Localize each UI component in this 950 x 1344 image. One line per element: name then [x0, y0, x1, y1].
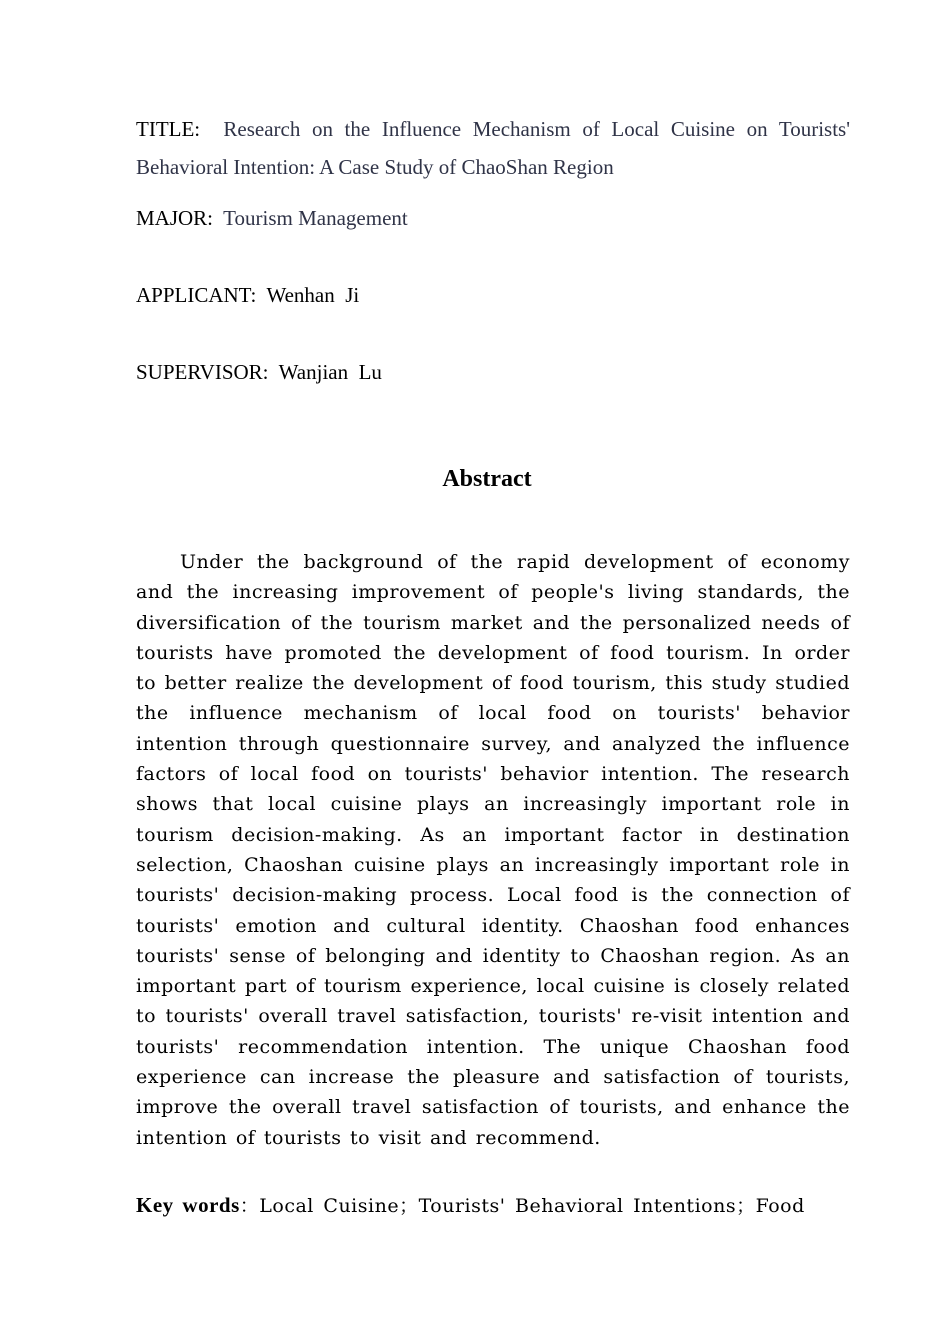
applicant-field: [136, 276, 850, 314]
applicant-label: APPLICANT:: [136, 283, 257, 307]
keyword-item: Local Cuisine: [259, 1195, 400, 1217]
keyword-separator: ；: [399, 1195, 419, 1217]
abstract-heading: [136, 460, 850, 498]
major-label: MAJOR:: [136, 206, 214, 230]
title-value: Research on the Influence Mechanism of Local Cuisine on Tourists' Behavioral Intention: A Case Study of ChaoShan Region: [136, 117, 851, 179]
abstract-heading-text: Abstract: [442, 466, 532, 492]
title-field: [136, 110, 850, 186]
title-label: TITLE:: [136, 117, 201, 141]
keywords-line: [136, 1190, 850, 1221]
major-value: Tourism Management: [223, 206, 408, 230]
keyword-separator: ；: [736, 1195, 756, 1217]
keywords-label: Key words: [136, 1193, 240, 1217]
keywords-label-separator: ：: [239, 1195, 260, 1217]
supervisor-value: Wanjian Lu: [278, 360, 382, 384]
abstract-body: Under the background of the rapid development of economy and the increasing improvement of people's living standards, the diversification of the tourism market and the personalized needs of tourists have promoted the development of food tourism. In order to better realize the development of food tourism, this study studied the influence mechanism of local food on tourists' behavior intention through questionnaire survey, and analyzed the influence factors of local food on tourists' behavior intention. The research shows that local cuisine plays an increasingly important role in tourism decision-making. As an important factor in destination selection, Chaoshan cuisine plays an increasingly important role in tourists' decision-making process. Local food is the connection of tourists' emotion and cultural identity. Chaoshan food enhances tourists' sense of belonging and identity to Chaoshan region. As an important part of tourism experience, local cuisine is closely related to tourists' overall travel satisfaction, tourists' re-visit intention and tourists' recommendation intention. The unique Chaoshan food experience can increase the pleasure and satisfaction of tourists, improve the overall travel satisfaction of tourists, and enhance the intention of tourists to visit and recommend.: [136, 551, 850, 1149]
major-field: [136, 199, 850, 237]
keyword-item: Tourists' Behavioral Intentions: [418, 1195, 737, 1217]
supervisor-field: [136, 353, 850, 391]
applicant-value: Wenhan Ji: [266, 283, 360, 307]
keyword-item: Food: [755, 1195, 805, 1217]
supervisor-label: SUPERVISOR:: [136, 360, 269, 384]
